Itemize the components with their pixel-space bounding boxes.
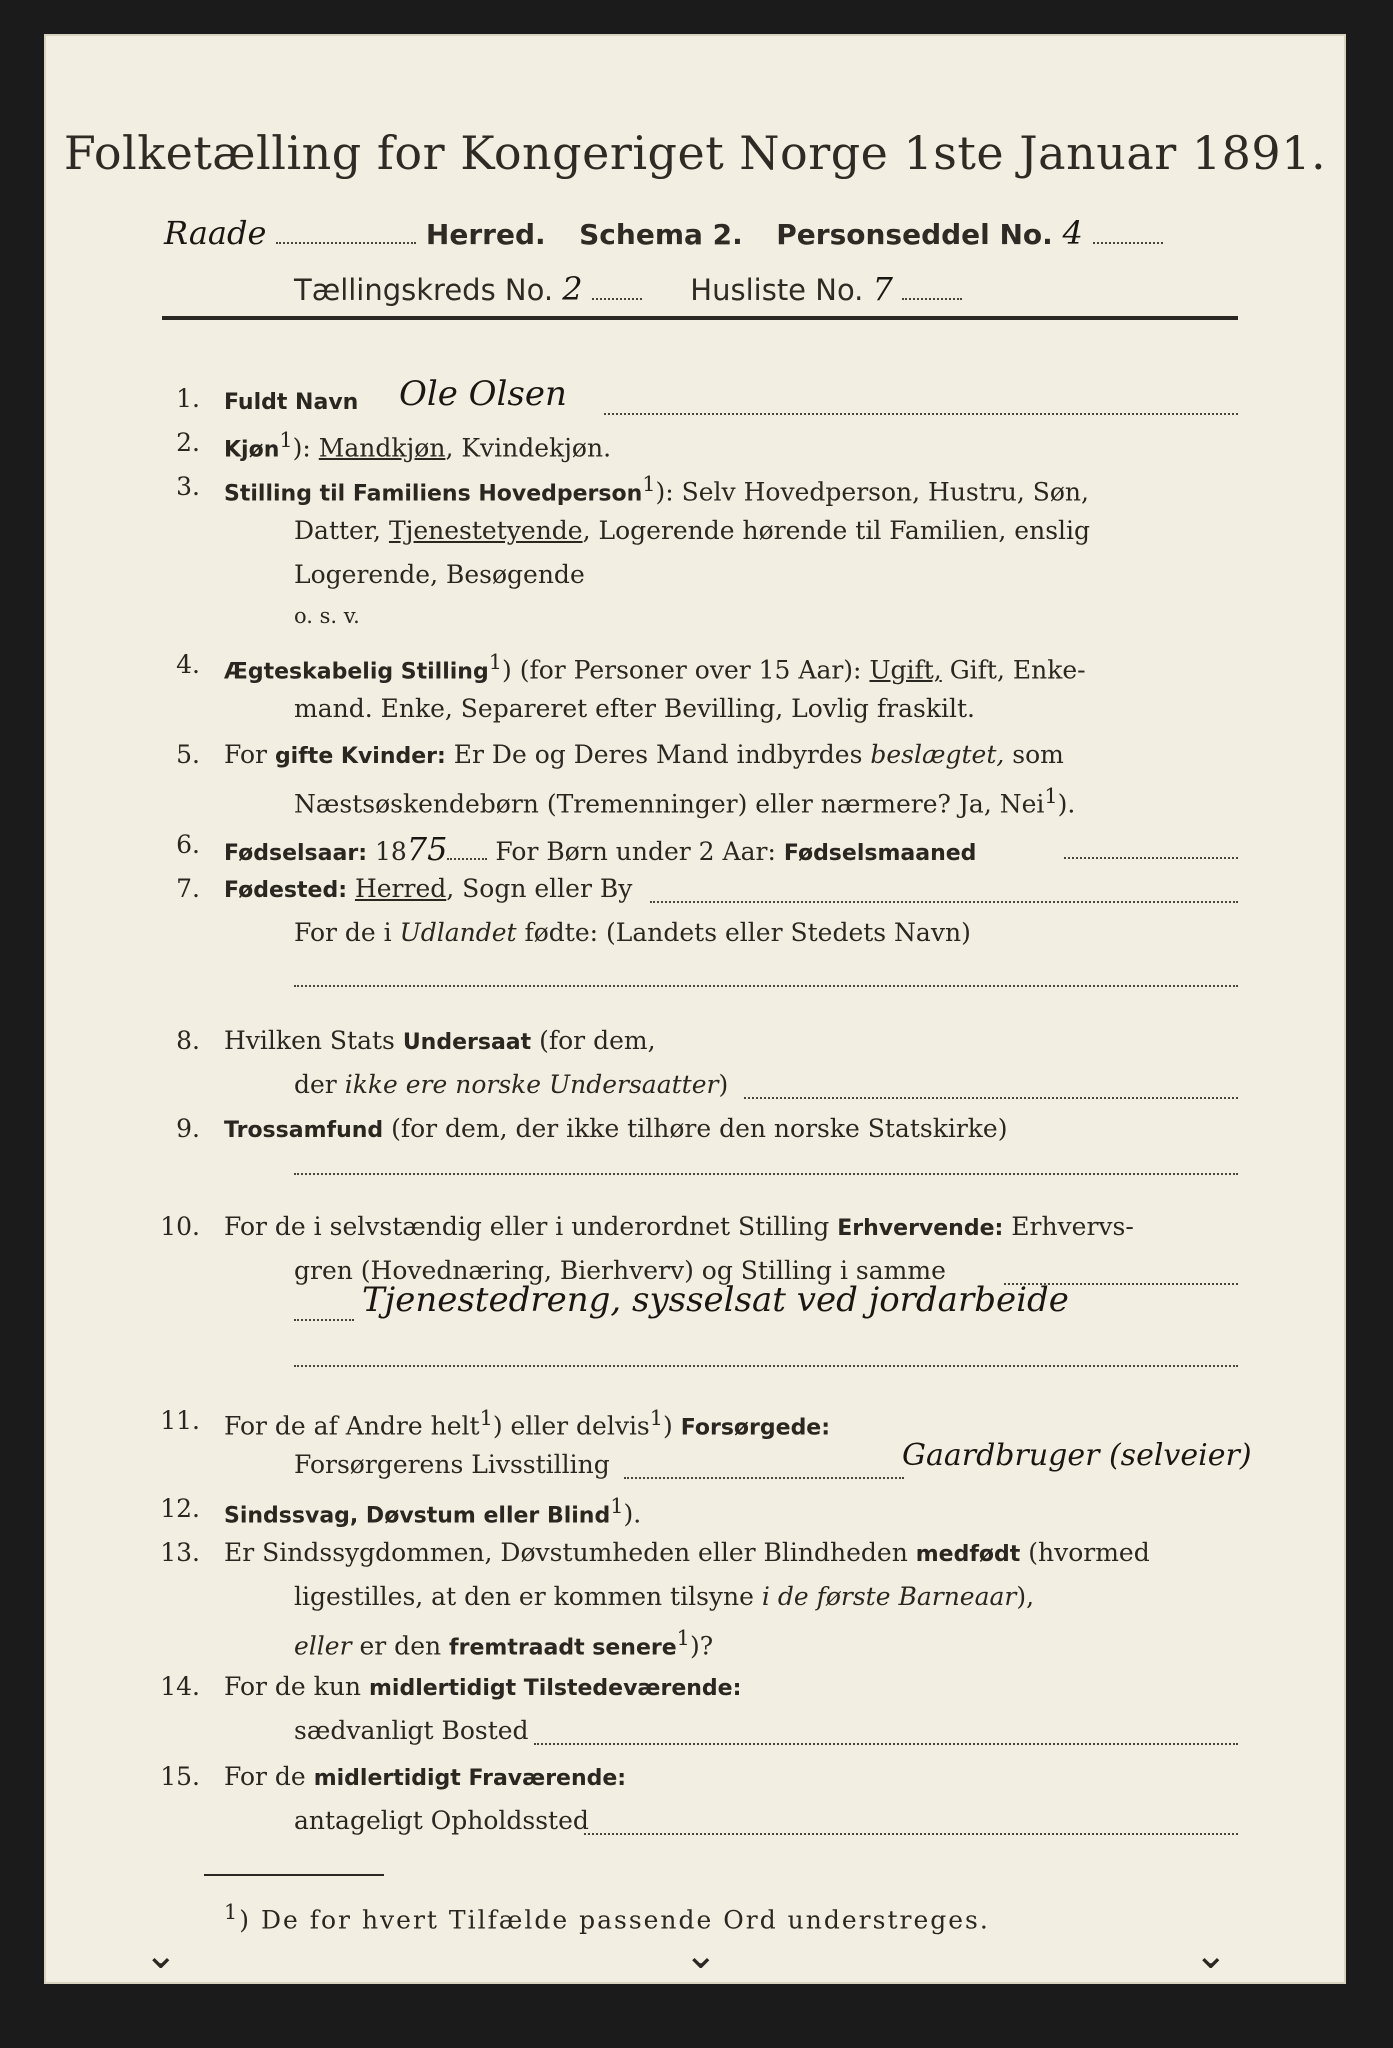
q11-line-1: For de af Andre helt$^1$) eller delvis$^1$) Forsørgede:: [224, 1406, 831, 1441]
place-handwritten: Raade: [164, 214, 267, 252]
q11-line-2: Forsørgerens Livsstilling: [294, 1450, 610, 1479]
q8-line-2: der ikke ere norske Undersaatter): [294, 1070, 729, 1099]
q7-line-1: Fødested: Herred, Sogn eller By: [224, 874, 633, 903]
q12-number: 12.: [160, 1494, 200, 1523]
q7-number: 7.: [176, 874, 200, 903]
herred-label: Herred.: [425, 218, 546, 251]
q3-line-2: Datter, Tjenestetyende, Logerende hørende til Familien, enslig: [294, 516, 1091, 545]
q10-number: 10.: [160, 1212, 200, 1241]
q15-line-1: For de midlertidigt Fraværende:: [224, 1762, 627, 1791]
q2-option-mandkjon: Mandkjøn: [318, 433, 446, 463]
q13-line-3: eller er den fremtraadt senere$^1$)?: [294, 1626, 714, 1661]
q15-number: 15.: [160, 1762, 200, 1791]
schema-label: Schema 2.: [579, 218, 743, 251]
q7-line-2: For de i Udlandet fødte: (Landets eller Stedets Navn): [294, 918, 971, 947]
q10-answer-handwritten: Tjenestedreng, sysselsat ved jordarbeide: [362, 1280, 1069, 1320]
q4-line-1: Ægteskabelig Stilling$^1$) (for Personer over 15 Aar): Ugift, Gift, Enke-: [224, 650, 1086, 685]
q1-line: [224, 386, 358, 415]
q11-answer-handwritten: Gaardbruger (selveier): [902, 1438, 1252, 1473]
personseddel-label: Personseddel No.: [776, 218, 1053, 251]
header-line-1: [164, 214, 1163, 252]
q9-line: Trossamfund (for dem, der ikke tilhøre den norske Statskirke): [224, 1114, 1008, 1143]
personseddel-number: 4: [1062, 214, 1083, 252]
kreds-number: 2: [562, 270, 583, 308]
q3-line-3: Logerende, Besøgende: [294, 560, 585, 589]
q4-line-2: mand. Enke, Separeret efter Bevilling, Lovlig fraskilt.: [294, 694, 975, 723]
q5-line-1: For gifte Kvinder: Er De og Deres Mand indbyrdes beslægtet, som: [224, 740, 1064, 769]
q10-line-1: For de i selvstændig eller i underordnet Stilling Erhvervende: Erhvervs-: [224, 1212, 1134, 1241]
tick-mark-right: ⌄: [1194, 1932, 1228, 1978]
q11-number: 11.: [160, 1406, 200, 1435]
q6-line: Fødselsaar: 1875 For Børn under 2 Aar: Fødselsmaaned: [224, 830, 977, 868]
q12-line: Sindssvag, Døvstum eller Blind$^1$).: [224, 1494, 642, 1529]
kreds-label: Tællingskreds No.: [294, 273, 554, 307]
q3-line-4: o. s. v.: [294, 604, 360, 628]
q6-number: 6.: [176, 830, 200, 859]
q8-line-1: Hvilken Stats Undersaat (for dem,: [224, 1026, 656, 1055]
q15-line-2: antageligt Opholdssted: [294, 1806, 589, 1835]
q9-number: 9.: [176, 1114, 200, 1143]
q5-number: 5.: [176, 740, 200, 769]
q14-number: 14.: [160, 1672, 200, 1701]
q3-number: 3.: [176, 472, 200, 501]
q3-line-1: Stilling til Familiens Hovedperson$^1$): Selv Hovedperson, Hustru, Søn,: [224, 472, 1089, 507]
q2-number: 2.: [176, 428, 200, 457]
q8-number: 8.: [176, 1026, 200, 1055]
q1-answer-handwritten: Ole Olsen: [399, 374, 567, 414]
husliste-number: 7: [872, 270, 893, 308]
tick-mark-center: ⌄: [684, 1932, 718, 1978]
census-form-sheet: [44, 34, 1346, 1984]
q13-line-1: Er Sindssygdommen, Døvstumheden eller Blindheden medfødt (hvormed: [224, 1538, 1150, 1567]
birth-year-handwritten: 75: [406, 830, 448, 868]
q1-number: 1.: [176, 384, 200, 413]
q13-line-2: ligestilles, at den er kommen tilsyne i de første Barneaar),: [294, 1582, 1035, 1611]
q5-line-2: Næstsøskendebørn (Tremenninger) eller nærmere? Ja, Nei$^1$).: [294, 784, 1076, 819]
q14-line-2: sædvanligt Bosted: [294, 1716, 529, 1745]
q2-line: Kjøn$^1$): Mandkjøn, Kvindekjøn.: [224, 428, 612, 463]
q10-line-2: gren (Hovednæring, Bierhverv) og Stilling i samme: [294, 1256, 946, 1285]
husliste-label: Husliste No.: [690, 273, 864, 307]
q4-number: 4.: [176, 650, 200, 679]
header-line-2: [294, 270, 962, 308]
form-title: Folketælling for Kongeriget Norge 1ste Januar 1891.: [63, 126, 1327, 180]
q13-number: 13.: [160, 1538, 200, 1567]
tick-mark-left: ⌄: [144, 1932, 178, 1978]
header-rule: [162, 316, 1238, 320]
q1-label: Fuldt Navn: [224, 390, 359, 415]
footnote: $^1$) De for hvert Tilfælde passende Ord understreges.: [224, 1900, 990, 1935]
q14-line-1: For de kun midlertidigt Tilstedeværende:: [224, 1672, 742, 1701]
footnote-rule: [204, 1874, 384, 1876]
